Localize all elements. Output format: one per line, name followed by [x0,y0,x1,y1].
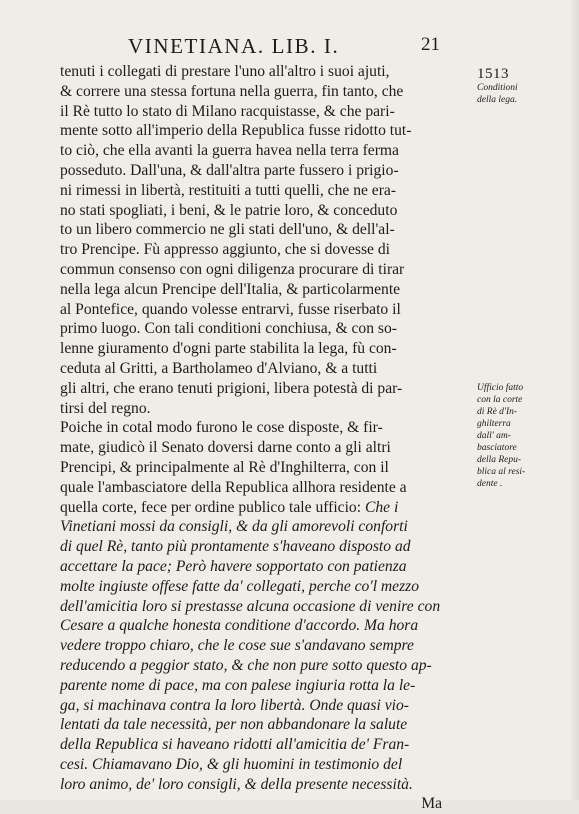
text-line-mixed [60,498,460,518]
margin-year: 1513 [477,66,509,82]
text-line: Poiche in cotal modo furono le cose disposte, & fir- [60,419,383,437]
text-line: al Pontefice, quando volesse entrarvi, fusse riserbato il [60,300,401,318]
text-line: della Republica si haveano ridotti all'amicitia de' Fran- [60,736,410,754]
text-line: dell'amicitia loro si prestasse alcuna occasione di venire con [60,597,441,615]
text-line: molte ingiuste offese fatte da' collegati, perche co'l mezzo [60,577,420,595]
catchword: Ma [421,795,442,813]
margin-note-line: della lega. [477,95,518,105]
margin-note-line: dente . [477,479,503,489]
text-line: ceduta al Gritti, a Bartholameo d'Alviano, & a tutti [60,359,378,377]
text-line: il Rè tutto lo stato di Milano racquistasse, & che pari- [60,102,395,120]
text-line: di quel Rè, tanto più prontamente s'haveano disposto ad [60,538,411,556]
text-line: ni rimessi in libertà, restituiti a tutti quelli, che ne era- [60,181,397,199]
margin-note-line: ghilterra [477,419,511,429]
text-line: mate, giudicò il Senato doversi darne conto a gli altri [60,439,391,457]
text-line: vedere troppo chiaro, che le cose sue s'andavano sempre [60,637,414,655]
text-line: posseduto. Dall'una, & dall'altra parte fussero i prigio- [60,161,399,179]
page-edge-shadow [569,0,579,800]
margin-note-line: blica al resi- [477,467,526,477]
text-line: gli altri, che erano tenuti prigioni, libera potestà di par- [60,379,403,397]
margin-note-line: con la corte [477,395,523,405]
text-line: nella lega alcun Prencipe dell'Italia, & particolarmente [60,280,401,298]
text-line: to un libero commercio ne gli stati dell'uno, & dell'al- [60,221,395,239]
text-line: accettare la pace; Però havere sopportato con patienza [60,557,407,575]
margin-note-line: Ufficio fatto [477,383,524,393]
text-line: mente sotto all'imperio della Republica fusse ridotto tut- [60,122,412,140]
text-line: loro animo, de' loro consigli, & della presente necessità. [60,775,413,793]
paragraph-treaty-terms [60,62,460,418]
text-line: ga, si machinava contra la loro libertà. Onde quasi vio- [60,696,409,714]
text-line: no stati spogliati, i beni, & le patrie loro, & conceduto [60,201,398,219]
margin-note-line: dall' am- [477,431,511,441]
margin-note-line: della Repu- [477,455,522,465]
text-line: tenuti i collegati di prestare l'uno all'altro i suoi ajuti, [60,63,390,80]
text-line: lentati da tale necessità, per non abbandonare la salute [60,716,408,734]
page-number: 21 [421,34,440,55]
margin-note-line: basciatore [477,443,517,453]
text-line: primo luogo. Con tali conditioni conchiusa, & con so- [60,320,397,338]
text-line: Vinetiani mossi da consigli, & da gli amorevoli conforti [60,518,408,536]
text-line: lenne giuramento d'ogni parte stabilita la lega, fù con- [60,340,397,358]
running-title: VINETIANA. LIB. I. [128,34,340,58]
text-line: & correre una stessa fortuna nella guerra, fin tanto, che [60,82,404,100]
margin-note-line: Conditioni [477,83,518,93]
body-text [60,62,460,814]
text-line: cesi. Chiamavano Dio, & gli huomini in testimonio del [60,755,403,773]
margin-note-embassy [477,382,525,490]
text-line: parente nome di pace, ma con palese ingiuria rotta la le- [60,676,416,694]
text-line: to ciò, che ella avanti la guerra havea nella terra ferma [60,142,399,160]
text-line: quale l'ambasciatore della Republica allhora residente a [60,478,407,496]
text-line: commun consenso con ogni diligenza procurare di tirar [60,260,405,278]
margin-note-line: di Rè d'In- [477,407,518,417]
text-roman: quella corte, fece per ordine publico tale ufficio: [60,498,365,516]
text-line: reducendo a peggior stato, & che non pure sotto questo ap- [60,656,432,674]
text-line: tirsi del regno. [60,399,151,417]
page-header [0,34,579,58]
text-line: Prencipi, & principalmente al Rè d'Inghilterra, con il [60,458,389,476]
text-italic: Che i [364,498,399,516]
text-line: tro Prencipe. Fù appresso aggiunto, che si dovesse di [60,241,391,259]
margin-note-conditions [477,82,518,106]
text-line: Cesare a qualche honesta conditione d'accordo. Ma hora [60,617,419,635]
paragraph-embassy-message [60,418,460,794]
